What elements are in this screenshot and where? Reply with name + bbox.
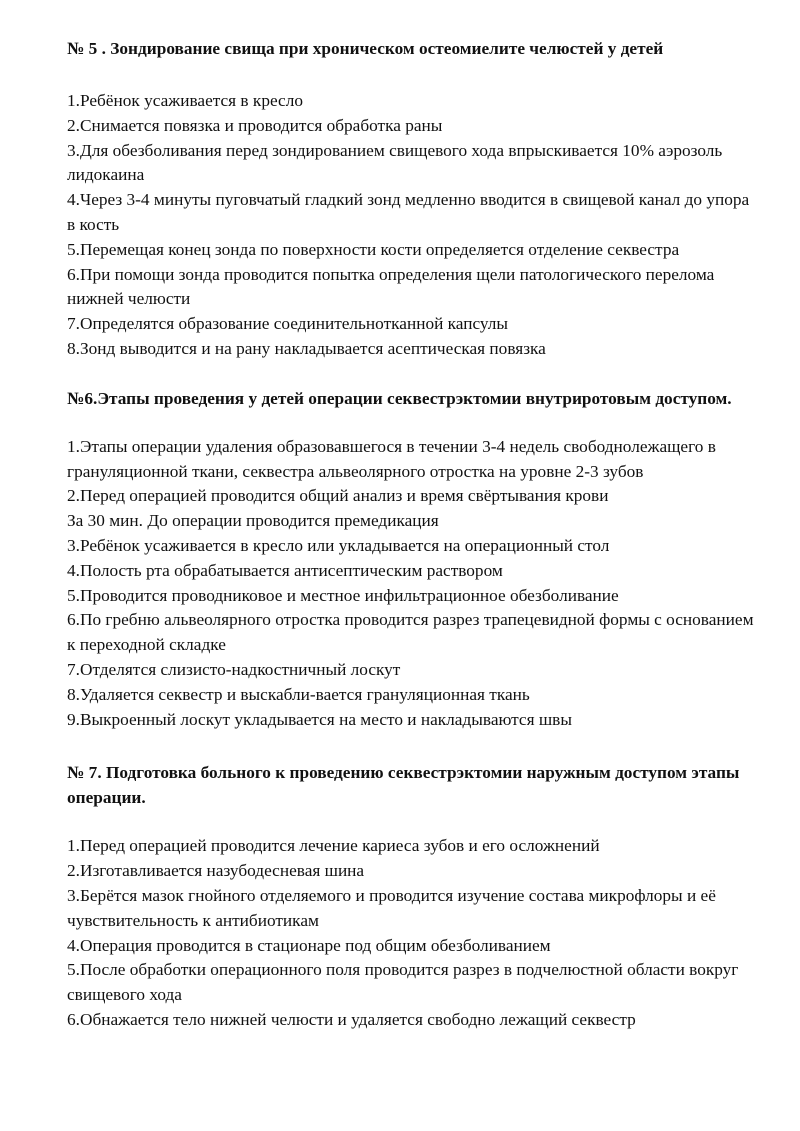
- list-item: 4.Через 3-4 минуты пуговчатый гладкий зонд медленно вводится в свищевой канал до упора в кость: [67, 190, 750, 234]
- list-item: 1.Этапы операции удаления образовавшегося в течении 3-4 недель свободнолежащего в грануляционной ткани, секвестра альвеолярного отростка на уровне 2-3 зубов: [67, 436, 716, 481]
- list-item: 5.После обработки операционного поля проводится разрез в подчелюстной области вокруг свищевого хода: [67, 960, 739, 1005]
- list-item: 8.Зонд выводится и на рану накладывается асептическая повязка: [67, 338, 546, 358]
- section-7-title: № 7. Подготовка больного к проведению секвестрэктомии наружным доступом этапы операции.: [67, 763, 740, 808]
- list-item: 2.Снимается повязка и проводится обработка раны: [67, 115, 443, 135]
- section-5: [67, 36, 757, 362]
- list-item: 1.Перед операцией проводится лечение кариеса зубов и его осложнений: [67, 836, 600, 856]
- section-7-steps: [67, 834, 757, 1032]
- list-item: 6.По гребню альвеолярного отростка проводится разрез трапецевидной формы с основанием к переходной складке: [67, 610, 754, 655]
- section-5-steps: [67, 89, 757, 362]
- document-page: [67, 36, 757, 1033]
- list-item: 6.При помощи зонда проводится попытка определения щели патологического перелома нижней челюсти: [67, 264, 715, 309]
- list-item: 5.Проводится проводниковое и местное инфильтрационное обезболивание: [67, 585, 619, 605]
- list-item: 2.Изготавливается назубодесневая шина: [67, 861, 365, 881]
- section-6-title: №6.Этапы проведения у детей операции секвестрэктомии внутриротовым доступом.: [67, 388, 732, 408]
- list-item: 7.Отделятся слизисто-надкостничный лоскут: [67, 659, 401, 679]
- list-item: 6.Обнажается тело нижней челюсти и удаляется свободно лежащий секвестр: [67, 1009, 636, 1029]
- list-item: 2.Перед операцией проводится общий анализ и время свёртывания крови: [67, 486, 609, 506]
- section-6-steps: [67, 435, 757, 733]
- section-6: [67, 386, 757, 733]
- list-item: 7.Определятся образование соединительнотканной капсулы: [67, 314, 509, 334]
- section-7: [67, 760, 757, 1032]
- list-item: 3.Для обезболивания перед зондированием свищевого хода впрыскивается 10% аэрозоль лидокаина: [67, 140, 723, 185]
- list-item: 9.Выкроенный лоскут укладывается на место и накладываются швы: [67, 709, 572, 729]
- list-item: За 30 мин. До операции проводится премедикация: [67, 511, 439, 531]
- list-item: 4.Операция проводится в стационаре под общим обезболиванием: [67, 935, 551, 955]
- list-item: 5.Перемещая конец зонда по поверхности кости определяется отделение секвестра: [67, 239, 680, 259]
- list-item: 4.Полость рта обрабатывается антисептическим раствором: [67, 560, 503, 580]
- list-item: 8.Удаляется секвестр и выскабли-вается грануляционная ткань: [67, 684, 530, 704]
- list-item: 3.Ребёнок усаживается в кресло или укладывается на операционный стол: [67, 535, 610, 555]
- section-5-title: № 5 . Зондирование свища при хроническом остеомиелите челюстей у детей: [67, 39, 664, 58]
- list-item: 3.Берётся мазок гнойного отделяемого и проводится изучение состава микрофлоры и её чувствительность к антибиотикам: [67, 885, 716, 930]
- list-item: 1.Ребёнок усаживается в кресло: [67, 91, 303, 110]
